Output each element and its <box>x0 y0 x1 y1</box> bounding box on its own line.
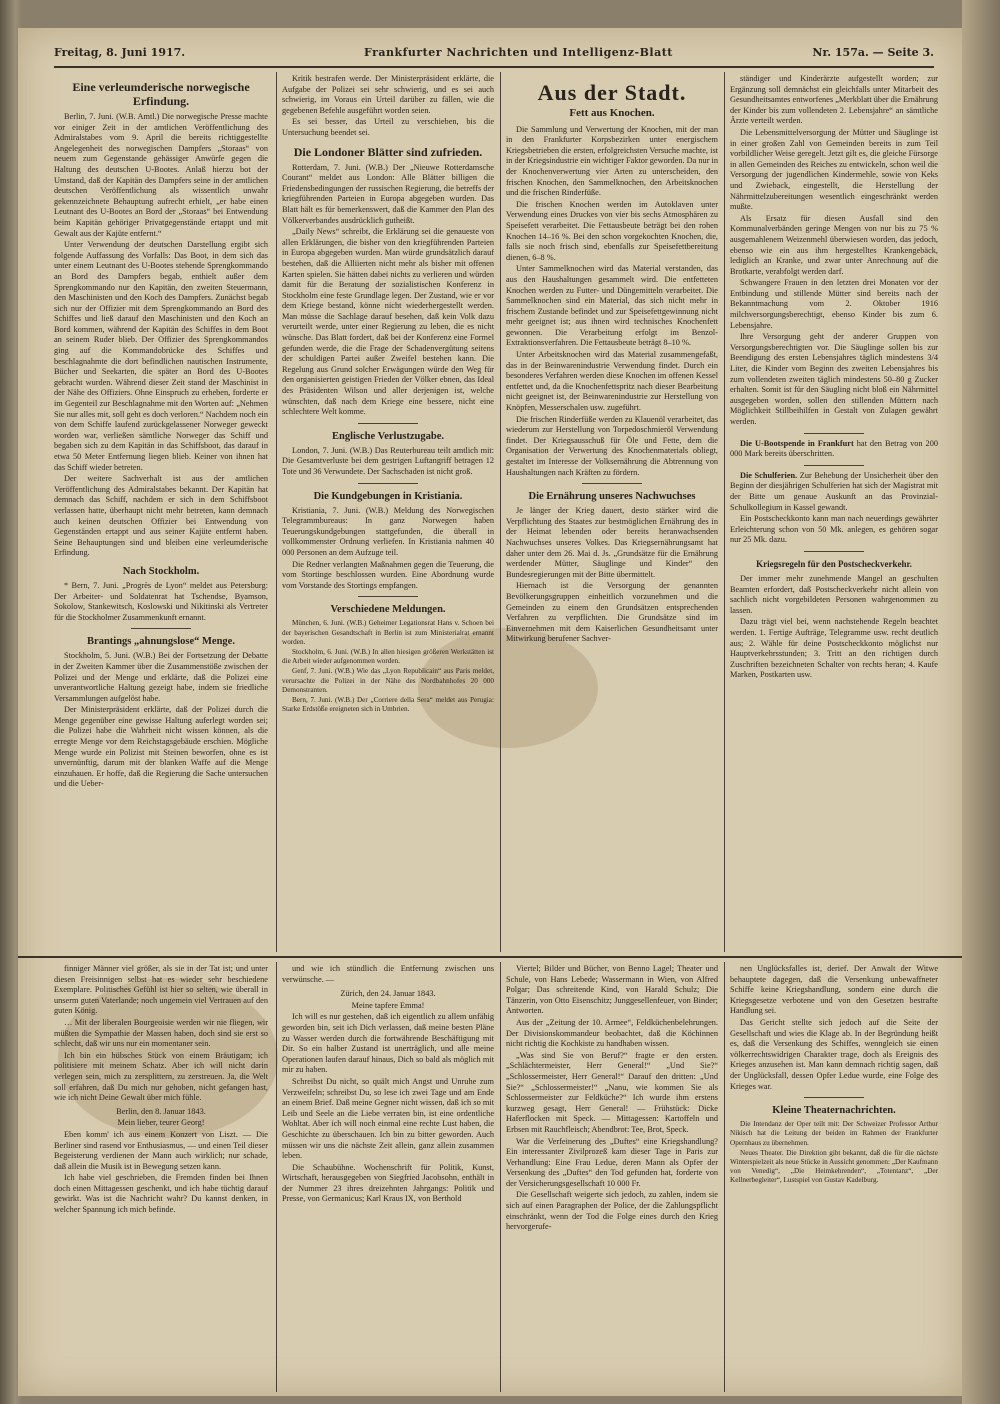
headline-branting: Brantings „ahnungslose“ Menge. <box>87 636 235 648</box>
article-paragraph: Je länger der Krieg dauert, desto stärker wird die Verpflichtung des Staates zur bestmöglichen Ernährung des in der Heimat lebenden oder bereits heranwachsenden Nachwuchses unseres Volkes. Das Kriegsernährungsamt hat daher unter dem 26. Mai d. Js. „Grundsätze für die Ernährung werdender Mütter, Säuglinge und Kinder“ den Bundesregierungen mit der Bitte übermittelt. <box>506 506 718 579</box>
column-4 <box>730 74 938 950</box>
letter-dateline: Berlin, den 8. Januar 1843. <box>116 1106 206 1116</box>
article-paragraph: ständiger und Kinderärzte aufgestellt worden; zur Ergänzung soll demnächst ein gleichfalls unter Mitarbeit des Gesundheitsamtes entworfenes „Merkblatt über die Ernährung der Kinder bis zum vollendeten 2. Lebensjahre“ an sämtliche Ärzte verteilt werden. <box>730 74 938 126</box>
article-paragraph: Das Gericht stellte sich jedoch auf die Seite der Gesellschaft und wies die Klage ab. In der Begründung heißt es, daß die Versenkung des Schiffes, wenngleich sie einen völkerrechtswidrigen Charakter trage, doch als Ereignis des Krieges anzusehen ist. Man kann demnach richtig sagen, daß der Unglücksfall, dessen Opfer Ledue wurde, eine Folge des Krieges war. <box>730 1017 938 1091</box>
article-paragraph: Der Ministerpräsident erklärte, daß der Polizei durch die Menge gegenüber eine gewisse Haltung auferlegt worden sei; die Polizei habe die Wahrheit nicht wissen können, als die erregte Menge vor dem Reichstagsgebäude erschien. Mögliche Menge wurde ein Polizist mit Steinen beworfen, ohne es ist unvernünftig, darum mit der blanken Waffe auf die Menge einzuhauen. Er hoffe, daß die Regierung die Sache untersuchen und die Ueber- <box>54 705 268 789</box>
headline-nutrition: Die Ernährung unseres Nachwuchses <box>528 491 696 503</box>
section-title: Aus der Stadt. <box>537 80 687 105</box>
headline-english-losses: Englische Verlustzugabe. <box>331 430 444 442</box>
divider <box>804 551 864 552</box>
article-paragraph <box>730 471 938 513</box>
article-text: hat den Betrag von 200 000 Mark bereits überschritten. <box>730 438 938 459</box>
article-paragraph: Ich bin ein hübsches Stück von einem Bräutigam; ich politisiere mit meinem Schatz. Aber ich will nicht darin verlegen sein, mich zu zersplittern, zu zerstreuen. Ja, die Welt soll erfahren, daß Du mich nur gehoben, nicht gefangen hast, wie ich nicht Deine Gewalt über mich fühle. <box>54 1050 268 1103</box>
article-paragraph: und wie ich stündlich die Entfernung zwischen uns verwünsche. — <box>282 964 494 984</box>
newspaper-page <box>18 28 962 1396</box>
article-paragraph: Ihre Versorgung geht der anderer Gruppen von Versorgungsberechtigten vor. Die Säuglinge sollen bis zur Beendigung des ersten Lebensjahres täglich mindestens 3/4 Liter, die Kinder vom Beginn des zweiten Lebensjahres bis zum vollendeten zweiten täglich mindestens 50–80 g Zucker erhalten. Somit ist für den Säugling nicht bloß ein Nährmittel ausgegeben worden, sollen den stillenden Müttern nach Möglichkeit Stillbeihilfen in Gestalt von Zulagen gewährt werden. <box>730 332 938 426</box>
article-paragraph: nen Unglücksfalles ist, derief. Der Anwalt der Witwe behauptete dagegen, daß die Versenkung unbewaffneter Schiffe keine Kriegshandlung, sondern eine durch die Kriegsgesetze verbotene und von den Gesetzen bestrafte Handlung sei. <box>730 964 938 1016</box>
article-paragraph: Die Redner verlangten Maßnahmen gegen die Teuerung, die vom Stortinge beschlossen wurden. Eine Abordnung wurde vom Vorstande des Stortings empfangen. <box>282 559 494 590</box>
letter-dateline: Zürich, den 24. Januar 1843. <box>340 989 436 999</box>
lower-column-2 <box>282 964 494 1390</box>
article-paragraph: Die Intendanz der Oper teilt mit: Der Schweizer Professor Arthur Nikisch hat die Leitung der beiden im Rahmen der Frankfurter Opernhaus zu übernehmen. <box>730 1120 938 1147</box>
article-paragraph: Es sei besser, das Urteil zu verschieben, bis die Untersuchung beendet sei. <box>282 117 494 137</box>
article-paragraph: Der weitere Sachverhalt ist aus der amtlichen Veröffentlichung des Admiralstabes bekannt. Der Kapitän hat demnach das Schiff, nachdem er sich in dem Schiffsboot verlassen hatte, überhaupt nicht mehr betreten, kann demnach auch keinen deutschen Offizier bei Entwendung von Gegenständen ertappt und aus seiner Kajüte entfernt haben. Seine Behauptungen sind und bleiben eine verleumderische Erfindung. <box>54 474 268 558</box>
masthead-date: Freitag, 8. Juni 1917. <box>54 46 186 59</box>
headline-bone-fat: Fett aus Knochen. <box>569 107 655 119</box>
article-paragraph: London, 7. Juni. (W.B.) Das Reuterbureau teilt amtlich mit: Die Gesamtverluste bei dem gestrigen Luftangriff betragen 12 Tote und 36 Verwundete. Der Sachschaden ist nicht groß. <box>282 445 494 476</box>
divider <box>358 596 418 597</box>
article-paragraph: München, 6. Juni. (W.B.) Geheimer Legationsrat Hans v. Schoen bei der bayerischen Gesandtschaft in Berlin ist zum Ministerialrat ernannt worden. <box>282 619 494 646</box>
column-rule <box>276 962 277 1392</box>
column-2 <box>282 74 494 950</box>
headline-stockholm: Nach Stockholm. <box>122 565 200 577</box>
article-paragraph: Berlin, 7. Juni. (W.B. Amtl.) Die norwegische Presse machte vor einiger Zeit in der amtlichen Veröffentlichung des Admiralstabes vom 9. April die bereits richtiggestellte Angelegenheit des norwegischen Dampfers „Storaas“ von neuem zum Gegenstande gehässiger Anwürfe gegen die Haltung des deutschen U-Bootes. Anlaß hierzu bot der Umstand, daß der Kapitän des Dampfers seine in der amtlichen deutschen Veröffentlichung als wissentlich unwahr gekennzeichnete Behauptung aufrecht erhielt, „er habe einen Leutnant des U-Bootes an Bord der „Storaas“ bei Entwendung beim Kapitän gehöriger Privatgegenstände ertappt und mit Gewalt aus der Kajüte entfernt.“ <box>54 112 268 238</box>
headline-kristiania: Die Kundgebungen in Kristiania. <box>313 490 463 502</box>
article-paragraph: Unter Verwendung der deutschen Darstellung ergibt sich folgende Auffassung des Vorfalls: Das Boot, in dem sich das unter einem Leutnant des U-Bootes stehende Sprengkommando an Bord des Dampfers begab, enthielt außer dem Sprengkommando nur den Kapitän, den zweiten Steuermann, den Maschinisten und den Koch des Dampfers. Zunächst begab sich nur der Offizier mit dem Sprengkommando an Bord des Schiffes und ließ darauf den Maschinisten und den Koch an Bord kommen, während der Kapitän des Schiffes in dem Boot an seinem Ruder blieb. Der Offizier des Sprengkommandos ging auf die Kommandobrücke des Schiffes und beschlagnahmte die dort befindlichen nautischen Instrumente, Bücher und Seekarten, die später an Bord des U-Bootes gebracht wurden. Während dieser Zeit stand der Maschinist in der Nähe des Offiziers. Ohne Einspruch zu erheben, forderte er im Gegenteil zur Beschlagnahme mit den Worten auf: „Nehmen Sie nur alles mit, soll geht es doch verloren.“ Nachdem noch ein von dem Schiffe laufend zurückgelassener Norweger geweckt worden war, verließen sämtliche Norweger das Schiff und begaben sich zu dem Kapitän in das Schiffsboot, das darauf in etwa 50 Meter Entfernung liegen blieb. Keiner von ihnen hat das Schiff wieder betreten. <box>54 240 268 472</box>
headline-school-holidays: Die Schulferien. <box>740 470 798 480</box>
article-paragraph: Kritik bestrafen werde. Der Ministerpräsident erklärte, die Aufgabe der Polizei sei sehr schwierig, und es sei auch schwierig, im Voraus ein Urteil darüber zu fällen, wie die gegebenen Befehle ausgeführt worden seien. <box>282 74 494 115</box>
article-paragraph: Hiernach ist die Versorgung der genannten Bevölkerungsgruppen einheitlich vorzunehmen und die Gemeinden zu einem den Grundsätzen entsprechenden Verfahren zu verpflichten. Die Grundsätze sind im Einvernehmen mit dem Kaiserlichen Gesundheitsamt unter Mitwirkung berufener Sachver- <box>506 581 718 644</box>
column-rule <box>724 962 725 1392</box>
article-paragraph: Dazu trägt viel bei, wenn nachstehende Regeln beachtet werden. 1. Fertige Aufträge, Telegramme usw. recht deutlich aus; 2. Wähle für deine Postscheckkonto möglichst nur Hauptverkehrsstunden; 3. Tritt an den richtigen durch Zuschriften bezeichneten Schalter von rechts heran; 4. Kaufe Marken, Postkarten usw. <box>730 617 938 680</box>
article-paragraph: Der immer mehr zunehmende Mangel an geschulten Beamten erfordert, daß Postscheckverkehr nicht allein von sachlich nicht vorgebildeten Personen wahrgenommen zu lassen. <box>730 573 938 615</box>
divider <box>804 465 864 466</box>
column-3 <box>506 74 718 950</box>
article-paragraph: Die Lebensmittelversorgung der Mütter und Säuglinge ist in einer großen Zahl von Gemeinden bereits in zum Teil vorbildlicher Weise geregelt. Jetzt gilt es, die gleiche Fürsorge in allen Gemeinden des Reiches zu entwickeln, schon weil die Versorgung der jugendlichen Kindermehle, sowie von Keks und Zwieback, eingestellt, die Herstellung der Nährmittelzubereitungen wesentlich eingeschränkt werden mußte. <box>730 127 938 212</box>
masthead-page-number: Nr. 157a. — Seite 3. <box>812 46 934 59</box>
column-rule <box>276 72 277 952</box>
column-rule <box>500 962 501 1392</box>
article-paragraph: War die Verfeinerung des „Duftes“ eine Kriegshandlung? Ein interessanter Zivilprozeß kam dieser Tage in Paris zur Verhandlung: Eine Frau Ledue, deren Mann als Opfer der Versenkung des „Duftes“ den Tod gefunden hat, forderte von der Versicherungsgesellschaft 10 000 Fr. <box>506 1136 718 1188</box>
headline-theatre-news: Kleine Theaternachrichten. <box>772 1105 896 1117</box>
divider <box>131 628 191 629</box>
article-paragraph: Neues Theater. Die Direktion gibt bekannt, daß die für die nächste Winterspielzeit als neue Stücke in Aussicht genommen: „Der Kaufmann von Venedig“, „Die Heimkehrenden“, „Totentanz“, „Der Kellnerbegleiter“, Lustspiel von Gustav Kadelburg. <box>730 1148 938 1185</box>
article-paragraph: Ein Postscheckkonto kann man nach neuerdings gewährter Erleichterung schon von 50 Mk. anlegen, es gehören sogar nur 25 Mk. dazu. <box>730 514 938 545</box>
headline-u-boat-donation: Die U-Bootspende in Frankfurt <box>740 438 854 448</box>
divider <box>582 483 642 484</box>
lower-column-4 <box>730 964 938 1390</box>
column-1 <box>54 74 268 950</box>
article-paragraph: Die frischen Knochen werden im Autoklaven unter Verwendung eines Druckes von vier bis sechs Atmosphären zu Speisefett verarbeitet. Die Fettausbeute beträgt bei den rohen Knochen 14–16 %. Bei den schon vorgekochten Knochen, die, falls sie noch frisch sind, ebenfalls zur Speisefettbereitung dienen, 6–8 %. <box>506 199 718 262</box>
divider <box>358 423 418 424</box>
lower-column-1 <box>54 964 268 1390</box>
article-text: Zur Behebung der Unsicherheit über den Beginn der diesjährigen Schulferien hat sich der Magistrat mit der Bitte um genaue Auskunft an das Provinzial-Schulkollegium in Kassel gewandt. <box>730 470 938 512</box>
article-paragraph: Stockholm, 5. Juni. (W.B.) Bei der Fortsetzung der Debatte in der Zweiten Kammer über die Zusammenstöße zwischen der Polizei und der Menge und erklärte, daß die Polizei eine unverantwortliche Haltung gezeigt habe, indem sie friedliche Versammlungen aufgelöst habe. <box>54 651 268 703</box>
article-paragraph: Stockholm, 6. Juni. (W.B.) In allen hiesigen größeren Werkstätten ist die Arbeit wieder aufgenommen worden. <box>282 647 494 666</box>
divider <box>804 433 864 434</box>
article-paragraph: Rotterdam, 7. Juni. (W.B.) Der „Nieuwe Rotterdamsche Courant“ meldet aus London: Alle Blätter billigen die Friedensbedingungen der russischen Regierung, die betreffs der kriegführenden Parteien in Europa abgegeben wurden. Das Blatt hält es für bemerkenswert, daß die Kammer den Plan des Völkerverbandes ausdrücklich gutheißt. <box>282 162 494 225</box>
column-rule <box>500 72 501 952</box>
masthead <box>54 42 934 68</box>
article-paragraph: Als Ersatz für diesen Ausfall sind den Kommunalverbänden geringe Mengen von nur bis zu 75 % ausgemahlenem Weizenmehl überwiesen worden, das jedoch, ebenso wie ein aus ihm hergestelltes Krankengebäck, lediglich an Kranke, und zwar unter Anrechnung auf die Brotkarte, verabfolgt werden darf. <box>730 213 938 276</box>
page-edge-stack <box>962 0 1000 1404</box>
article-paragraph: Schreibst Du nicht, so quält mich Angst und Unruhe zum Verzweifeln; schreibst Du, so lese ich zwei Tage und am Ende an einem Brief. Daß meine Gegner nicht wissen, daß ich so mit Leib und Seele an die Liebe verraten bin, ist eine ordentliche Wohltat. Aber ich will noch einmal eine rechte Lust haben, die Geschichte zu überschauen. Ich bin zu bitter geworden. Auch müssen wir uns die nächste Zeit allein, ganz allein zusammen leben. <box>282 1076 494 1161</box>
article-paragraph: Ich will es nur gestehen, daß ich eigentlich zu allem unfähig geworden bin, seit ich Dich verlassen, daß meine besten Pläne zu Wasser werden durch die fortwährende Beschäftigung mit Dir. So ein halber Zustand ist unerträglich, und alle meine Operationen laufen darauf hinaus, Dich so bald als möglich mit mir zu haben. <box>282 1012 494 1075</box>
article-paragraph: Die frischen Rinderfüße werden zu Klauenöl verarbeitet, das wiederum zur Herstellung von Torpedoschmieröl Verwendung findet. Der Kriegsausschuß für Öle und Fette, dem die Organisation der Verwertung des Knochenmaterials obliegt, gestaltet im Interesse der Volksernährung die Abtrennung von Haushaltungen nach Kräften zu fördern. <box>506 414 718 477</box>
article-paragraph: Eben komm' ich aus einem Konzert von Liszt. — Die Berliner sind rasend vor Enthusiasmus, — und einen Teil dieser Begeisterung verdienen der Mann auch wirklich; nur schade, daß allein die Musik ist in Bewegung setzen kann. <box>54 1129 268 1171</box>
letter-salutation: Mein lieber, teurer Georg! <box>117 1118 205 1128</box>
headline-various: Verschiedene Meldungen. <box>330 604 446 616</box>
article-paragraph: Bern, 7. Juni. (W.B.) Der „Corriere della Sera“ meldet aus Perugia: Starke Erdstöße ereigneten sich in Umbrien. <box>282 695 494 714</box>
lower-column-3 <box>506 964 718 1390</box>
headline-london: Die Londoner Blätter sind zufrieden. <box>293 144 483 159</box>
article-paragraph: Die Gesellschaft weigerte sich jedoch, zu zahlen, indem sie sich auf einen Paragraphen der Police, der die Zahlungspflicht einschränkt, wenn der Tod die Folge eines durch den Krieg hervorgerufe- <box>506 1190 718 1232</box>
headline-norwegian: Eine verleumderische norwegische Erfindung. <box>72 80 250 108</box>
section-divider <box>18 956 962 958</box>
article-paragraph: Schwangere Frauen in den letzten drei Monaten vor der Entbindung und stillende Mütter sind bereits nach der Bekanntmachung vom 2. Oktober 1916 milchversorgungsberechtigt, ebenso Kinder bis zum 6. Lebensjahre. <box>730 278 938 330</box>
article-paragraph: finniger Männer viel größer, als sie in der Tat ist; und unter diesen Freisinnigen selbst hat es wieder sehr beschiedene Exemplare. Politisches Gefühl ist hier so selten, wie überall in unserm guten Vaterlande; noch ungemein viel Vertrauen auf den guten König. <box>54 964 268 1016</box>
article-paragraph: Aus der „Zeitung der 10. Armee“, Feldküchenbelehrungen. Der Divisionskommandeur beobachtet, daß die Köchinnen nicht richtig die Kochkiste zu handhaben wissen. <box>506 1017 718 1049</box>
article-paragraph: Unter Sammelknochen wird das Material verstanden, das aus den Haushaltungen gesammelt wird. Die entfetteten Knochen werden zu Futter- und Düngemitteln verarbeitet. Die Sammelknochen sind ein Material, das sich nicht mehr in frischem Zustande befindet und zur Speisefettgewinnung nicht mehr geeignet ist; aus ihnen wird technisches Knochenfett gewonnen. Die Verarbeitung erfolgt im Benzol-Extraktionsverfahren. Die Fettausbeute beträgt 8–10 %. <box>506 264 718 348</box>
article-paragraph <box>730 439 938 460</box>
article-paragraph: Kristiania, 7. Juni. (W.B.) Meldung des Norwegischen Telegrammbureaus: In ganz Norwegen haben Teuerungskundgebungen stattgefunden, die überall in vollkommenster Ordnung verliefen. In Kristiania nahmen 40 000 Personen an dem Aufzuge teil. <box>282 505 494 557</box>
article-paragraph: „Daily News“ schreibt, die Erklärung sei die genaueste von allen Erklärungen, die bisher von den kriegführenden Parteien in Europa abgegeben wurden. Man würde grundsätzlich darauf bestehen, daß die Alliierten nicht mehr als bisher mit offenen Karten spielen. Sie hätten dabei nichts zu verlieren und würden damit für die Beratung der sozialistischen Konferenz in Stockholm eine feste Grundlage legen. Der Zustand, wie er vor dem Kriege bestand, könne nicht wiederhergestellt werden. Man müsse die Sachlage darauf besehen, daß kein Volk dazu verurteilt werde, unter einer Regierung zu leben, die es nicht wünsche. Das Blatt fordert, daß bei der Konferenz eine Formel gefunden werde, die die Frage der Schadenvergütung seitens der schuldigen Partei außer Zweifel bestehen kann. Die Regelung aus Grund solcher Erwägungen würde den Weg für den organisierten geistigen Frieden der Völker ebnen, das Ideal des Präsidenten Wilson und aller derjenigen ist, welche wünschten, daß nach dem Kriege eine bessere, nicht eine schlechtere Welt komme. <box>282 227 494 417</box>
article-paragraph: Ich habe viel geschrieben, die Fremden finden bei Ihnen doch einen Mittagessen geschenkt, und ich habe tüchtig darauf gewirkt. Was ist die Nachricht wahr? Du kannst denken, in welcher Spannung ich mich befinde. <box>54 1173 268 1215</box>
article-paragraph: Die Schaubühne. Wochenschrift für Politik, Kunst, Wirtschaft, herausgegeben von Siegfried Jacobsohn, enthält in der Nummer 23 ihres dreizehnten Jahrgangs: Politik und Presse, von Germanicus; Karl Kraus IX, von Berthold <box>282 1162 494 1204</box>
article-paragraph: * Bern, 7. Juni. „Progrès de Lyon“ meldet aus Petersburg: Der Arbeiter- und Soldatenrat hat Tschendse, Byamson, Sokolow, Stankewitsch, Koslowski und Nikitinski als Vertreter für die Stockholmer Zusammenkunft ernannt. <box>54 580 268 622</box>
divider <box>358 483 418 484</box>
article-paragraph: „Was sind Sie von Beruf?“ fragte er den ersten. „Schlächtermeister, Herr General!“ „Und Sie?“ „Schlossermeister, Herr General!“ Darauf den dritten: „Und Sie?“ „Schlossermeister!“ „Nanu, wie kommen Sie als Schlossermeister zur Feldküche?“ Ich wurde ihm erstens kurzweg gesagt, Herr General! — Frühstück: Dicke Haferflocken mit Speck. — Mittagessen: Kartoffeln und Erbsen mit Rauchfleisch; Abendbrot: Tee, Brot, Speck. <box>506 1050 718 1134</box>
letter-salutation: Meine tapfere Emma! <box>351 1000 425 1010</box>
article-paragraph: Unter Arbeitsknochen wird das Material zusammengefaßt, das in der Beinwarenindustrie Verwendung findet. Durch ein besonderes Verfahren werden diese Knochen im offenen Kessel entfettet und, da die Knochenfettspritz nach dieser Bearbeitung nicht geeignet ist, der Beinwarenindustrie zur Herstellung von Knöpfen, Messerschalen usw. zugeführt. <box>506 350 718 413</box>
article-paragraph: Die Sammlung und Verwertung der Knochen, mit der man in den Frankfurter Korpsbezirken unter energischem Kriegsbetrieben die ersten, erfolgreichsten Versuche machte, ist in der Kriegsindustrie ein wichtiger Faktor geworden. Da nur in der Knochenverwertung vier Arten zu unterscheiden, den frischen Knochen, den Sammelknochen, den Arbeitsknochen und die frischen Rinderfüße. <box>506 124 718 198</box>
divider <box>804 1097 864 1098</box>
headline-postcheck: Kriegsregeln für den Postscheckverkehr. <box>756 558 912 569</box>
article-paragraph: … Mit der liberalen Bourgeoisie werden wir nie fliegen, wir müßten die Sympathie der Massen haben, doch sind sie erst so schlecht, daß wir uns nur ein momentaner sein. <box>54 1017 268 1049</box>
column-rule <box>724 72 725 952</box>
article-paragraph: Genf, 7. Juni. (W.B.) Wie das „Lyon Republicain“ aus Paris meldet, verursachte die Polizei in der Nähe des Nordbahnhofes 20 000 Demonstranten. <box>282 667 494 694</box>
article-paragraph: Viertel; Bilder und Bücher, von Benno Lagel; Theater und Schule, von Hans Lebede; Wassermann in Wien, von Alfred Polgar; Das schreitende Kind, von Harald Schulz; Die Tänzerin, von Otto Eisenschitz; Junggesellenfeuer, von Binder; Antworten. <box>506 964 718 1016</box>
masthead-title: Frankfurter Nachrichten und Intelligenz-Blatt <box>364 46 673 59</box>
